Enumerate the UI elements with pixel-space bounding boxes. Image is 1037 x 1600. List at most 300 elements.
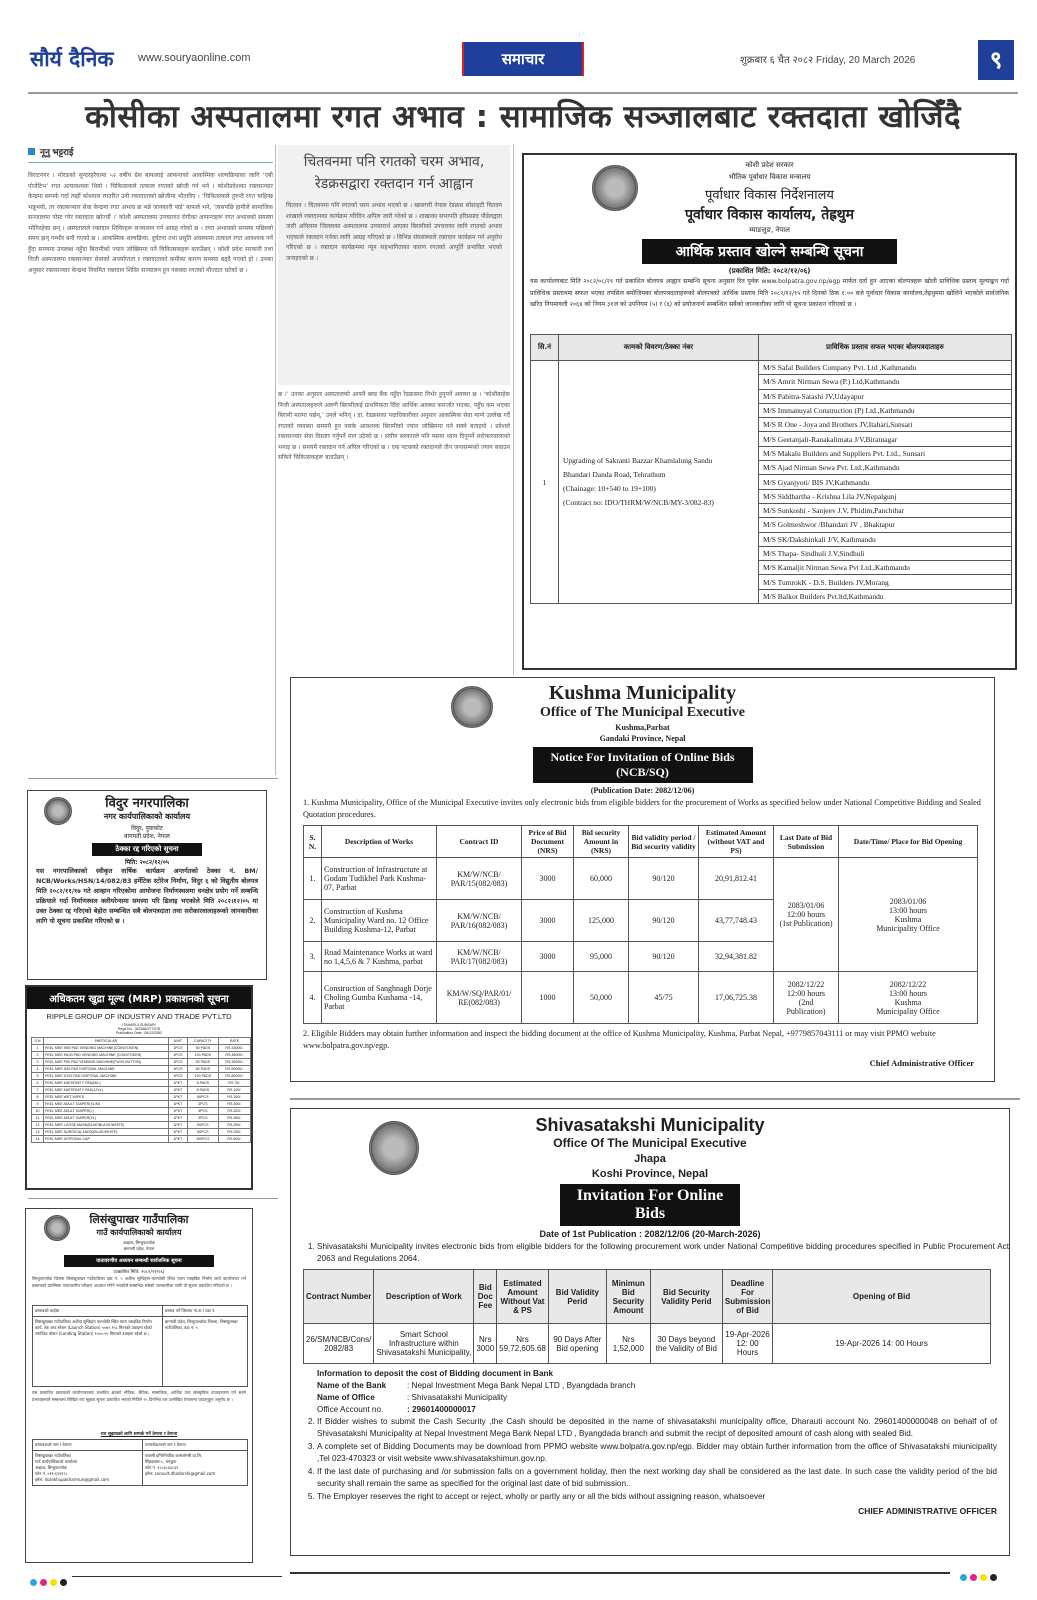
cell-validity: 90 Days After Bid opening bbox=[548, 1324, 606, 1364]
table-cell: RS.350/- bbox=[218, 1115, 250, 1122]
lead-article bbox=[28, 145, 273, 755]
column-header: RATE bbox=[218, 1038, 250, 1045]
cell-line: 12:00 hours bbox=[787, 988, 825, 998]
notice-title: लिसंखुपाखर गाउँपालिका bbox=[89, 1213, 189, 1226]
column-header: Last Date of Bid Submission bbox=[774, 826, 839, 858]
bidder-name: M/S Golmeshwor /Bhandari JV , Bhaktapur bbox=[759, 518, 1012, 532]
table-cell: RS.250/- bbox=[218, 1129, 250, 1136]
notice-banner: Notice For Invitation of Online Bids (NCB/SQ) bbox=[533, 747, 753, 783]
table-row bbox=[32, 1129, 251, 1136]
side-story-title: चितवनमा पनि रगतको चरम अभाव, रेडक्रसद्वारा रक्तदान गर्न आह्वान bbox=[303, 154, 485, 192]
table-cell: 12 bbox=[32, 1122, 44, 1129]
table-cell: 7 bbox=[32, 1087, 44, 1094]
tehrathum-notice bbox=[522, 153, 1017, 670]
table-cell: 1PKT bbox=[169, 1129, 188, 1136]
table-cell: RS.45000/- bbox=[218, 1052, 250, 1059]
column-header: प्राविधिक प्रस्ताव सफल भएका बोलपत्रदाताहरु bbox=[759, 335, 1012, 361]
cell-line: 2083/01/06 bbox=[787, 901, 825, 910]
notice-item: 4. If the last date of purchasing and /or submission falls on a government holiday, then the next working day shall be considered as the last date. In such case the validity period of the bid security shall remain the same as specified for the original last date of bid submission.. bbox=[317, 1466, 997, 1490]
bidder-name: M/S Thapa- Sindhuli J.V,Sindhuli bbox=[759, 546, 1012, 560]
table-row bbox=[304, 972, 978, 1024]
cell-line: (1st Publication) bbox=[779, 919, 833, 928]
cell-sn: 1. bbox=[304, 858, 322, 900]
bank-label: Office Account no. bbox=[317, 1405, 384, 1414]
table-cell: 14 bbox=[32, 1136, 44, 1143]
section-label: समाचार bbox=[462, 42, 584, 76]
table-cell: FEEL MEE DISPOSAL CAP bbox=[44, 1136, 169, 1143]
address-line: फोन नं. ०११-६९११२८ bbox=[35, 1471, 68, 1476]
notice-item: 2. If Bidder wishes to submit the Cash Security ,the Cash should be deposited in the name of shivasatakshi municipality office, Dharauti account No. 29601400000048 on behalf of of Shivasatakshi Municipality at Nepal Investment Mega Bank Nepal LTD , Byangdada branch and submit the recipt of deposited amount of cash along with sealed Bid. bbox=[317, 1416, 997, 1440]
table-cell: RS.320/- bbox=[218, 1108, 250, 1115]
cell-opening: 19-Apr-2026 14: 00 Hours bbox=[773, 1324, 991, 1364]
yellow-registration-icon bbox=[50, 1579, 57, 1586]
table-cell: RS.300/- bbox=[218, 1101, 250, 1108]
column-header: S. N. bbox=[304, 826, 322, 858]
column-header: Contract ID bbox=[437, 826, 522, 858]
table-cell: 6 bbox=[32, 1080, 44, 1087]
notice-address: बागमती प्रदेश, नेपाल bbox=[123, 1246, 155, 1251]
newspaper-logo: सौर्य दैनिक bbox=[30, 47, 114, 71]
table-cell: FEEL MEE M100 PAD VENDING MACHINE (COIN/TOKEN) bbox=[44, 1052, 169, 1059]
notice-heading: पूर्वाधार विकास निर्देशनालय bbox=[705, 188, 834, 203]
table-row bbox=[32, 1136, 251, 1143]
table-cell: 100 PADS bbox=[187, 1052, 218, 1059]
serial-number: 1 bbox=[531, 361, 559, 604]
column-header: Date/Time/ Place for Bid Opening bbox=[839, 826, 978, 858]
cell-validity: 45/75 bbox=[629, 972, 699, 1024]
notice-address: विदुर, नुवाकोट bbox=[131, 825, 163, 832]
column-header: Deadline For Submission of Bid bbox=[722, 1270, 772, 1324]
email-link[interactable]: इमेल: lisankhupakharmun@gmail.com bbox=[35, 1477, 110, 1482]
price-table bbox=[31, 1037, 251, 1143]
registration-number: Regd No.: 342265/077/078 bbox=[117, 1027, 161, 1031]
footer-rule bbox=[290, 1572, 950, 1574]
table-cell: 3 bbox=[32, 1059, 44, 1066]
column-header: Description of Works bbox=[322, 826, 437, 858]
bank-row bbox=[317, 1392, 1009, 1404]
shivasatakshi-notice bbox=[290, 1108, 1010, 1556]
section-divider bbox=[28, 778, 278, 779]
notice-line: कोशी प्रदेश सरकार bbox=[745, 161, 794, 169]
table-cell: 2 bbox=[32, 1052, 44, 1059]
cell-line: (2nd bbox=[798, 997, 814, 1007]
notice-item: 3. A complete set of Bidding Documents may be download from PPMO website www.bolpatra.gov.np/egp. Bidder may obtain further information from the office of Shivasatakshi miunicipality ,Tel 023-470323 or visit website www.shivasatakshimun.gov.np. bbox=[317, 1441, 997, 1465]
header-divider bbox=[28, 92, 1018, 94]
column-header: Bid Validity Perid bbox=[548, 1270, 606, 1324]
byline-marker-icon bbox=[28, 148, 35, 155]
page-number: ९ bbox=[978, 40, 1014, 80]
table-row bbox=[304, 858, 978, 900]
cell-line: 12:00 hours bbox=[787, 910, 825, 919]
table-cell: 50 PADS bbox=[187, 1045, 218, 1052]
table-cell: 1 bbox=[32, 1045, 44, 1052]
table-cell: FEEL MEE SURGICAL MASK(BLUE/WHITE) bbox=[44, 1129, 169, 1136]
cell-description: Construction of Infrastructure at Godam Tudikhel Park Kushma-07, Parbat bbox=[322, 858, 437, 900]
notice-date: (प्रकाशित मिति: २०८२/१२/०६) bbox=[113, 1270, 165, 1275]
table-row bbox=[32, 1052, 251, 1059]
notice-address: अव्हाल, सिन्धुपाल्चोक bbox=[123, 1240, 155, 1245]
notice-address: बागमती प्रदेश, नेपाल bbox=[124, 833, 170, 840]
column-header: S.N bbox=[32, 1038, 44, 1045]
table-cell: RS.150/- bbox=[218, 1094, 250, 1101]
address-title: राय सुझावको लागि सम्पर्क गर्ने ठेगाना र ठेगाना bbox=[100, 1432, 178, 1437]
table-cell: 50 PADS bbox=[187, 1059, 218, 1066]
cell-line: 2082/12/22 bbox=[787, 979, 825, 989]
magenta-registration-icon bbox=[970, 1574, 977, 1581]
table-row bbox=[32, 1087, 251, 1094]
table-cell: 1PKT bbox=[169, 1115, 188, 1122]
notice-item: 5. The Employer reserves the right to accept or reject, wholly or partly any or all the bids without assigning reason, whatsoever bbox=[317, 1491, 997, 1503]
notice-address: म्याङलुङ, नेपाल bbox=[749, 226, 790, 234]
yellow-registration-icon bbox=[980, 1574, 987, 1581]
bidders-table bbox=[530, 334, 1012, 604]
notice-paragraph: 1. Kushma Municipality, Office of the Municipal Executive invites only electronic bids from eligible bidders for the procurement of Works as specified below under National Competitive Bidding and Sealed Quotation procedures. bbox=[303, 798, 981, 819]
bidder-name: M/S Geetanjali-Ranakalimata J/V,Biratnagar bbox=[759, 432, 1012, 446]
column-header: Opening of Bid bbox=[773, 1270, 991, 1324]
article-continuation: छ ।’ उनका अनुसार अस्पतालको आफ्नै ब्लड बैंक नहुँदा रेडक्रसमा निर्भर हुनुपर्ने अवस्था छ । ‘कोशीबाहेक निजी अस्पतालहरूले अलग्गै बिरामीलाई प्राथमिकता दिँदा आर्थिक अवस्था कमजोर भएका, पहुँच कम भएका बिरामी मारमा पर्छन्,’ उनले भनिन् । डा. रेडक्रसका पदाधिकारीका अनुसार आकस्मिक सेवा माग्ने उल्लेख गर्दै रगतको व्यवस्था समयमै हुन नसके आवश्यक बिरामीको ज्यान जोखिममा पर्न सक्ने बताइयो । प्रदेशले रक्तसञ्चार सेवा विस्तार गर्नुपर्ने माग उठेको छ । संघीय सरकारले पनि यसमा ध्यान दिनुपर्ने सरोकारवालाको भनाइ छ । समयमै रक्तदान गर्न अपिल गरिएको छ । एक पटकको रक्तदानले तीन जनासम्मको ज्यान बचाउन सकिने चिकित्सकहरू बताउँछन् । bbox=[278, 391, 510, 461]
table-cell: 50PCS bbox=[187, 1122, 218, 1129]
table-cell: 100PCS bbox=[187, 1136, 218, 1143]
table-cell: FEEL MEE ADULT DIAPER(L) bbox=[44, 1108, 169, 1115]
column-header: परामर्शदाताको नाम र ठेगाना bbox=[143, 1440, 248, 1451]
bidder-name: M/S Pabitra-Satashi JV,Udayapur bbox=[759, 389, 1012, 403]
table-cell: 1PCS bbox=[169, 1066, 188, 1073]
table-cell: 80PCS bbox=[187, 1094, 218, 1101]
address-line: लिसंखुपाखर गाउँपालिका bbox=[35, 1453, 71, 1458]
kushma-notice bbox=[290, 677, 995, 1082]
table-cell: RS.250/- bbox=[218, 1122, 250, 1129]
bank-label: Name of Office bbox=[317, 1393, 375, 1402]
table-cell: 13 bbox=[32, 1129, 44, 1136]
table-cell: RS.75/- bbox=[218, 1080, 250, 1087]
bank-info bbox=[291, 1368, 1009, 1416]
column-header: PARTICULAR bbox=[44, 1038, 169, 1045]
cell-estimate: 17,06,725.38 bbox=[699, 972, 774, 1024]
bidder-name: M/S Makalu Builders and Suppliers Pvt. Ltd., Sunsari bbox=[759, 446, 1012, 460]
table-cell: RS.80000/- bbox=[218, 1073, 250, 1080]
cell-line: 13:00 hours bbox=[889, 905, 927, 915]
table-cell: 1PKT bbox=[169, 1101, 188, 1108]
cell-line: Publication) bbox=[786, 1006, 826, 1016]
section-divider bbox=[290, 1098, 1020, 1100]
table-row bbox=[32, 1045, 251, 1052]
column-header: Price of Bid Document (NRS) bbox=[522, 826, 574, 858]
table-cell: FEEL MEE D100 PAD DISPOSAL MACHINE bbox=[44, 1073, 169, 1080]
table-cell: 1PKT bbox=[169, 1087, 188, 1094]
cell-price: 3000 bbox=[522, 858, 574, 900]
notice-date: Publication Date : 06/12/2082 bbox=[116, 1031, 162, 1035]
bidder-name: M/S Safal Builders Company Pvt. Ltd ,Kathmandu bbox=[759, 361, 1012, 375]
bidder-name: M/S Ajad Nirman Sewa Pvt. Ltd.,Kathmandu bbox=[759, 461, 1012, 475]
table-cell: 1PKT bbox=[169, 1080, 188, 1087]
cell-last-date bbox=[774, 972, 839, 1024]
column-header: Bid security Amount in (NRS) bbox=[574, 826, 629, 858]
cell-validity: 90/120 bbox=[629, 942, 699, 972]
email-link[interactable]: इमेल: consult.dhadarshi@gmail.com bbox=[145, 1471, 216, 1476]
work-line: Upgrading of Sakranti Bazzar Khamlalung Sandu bbox=[563, 456, 713, 466]
table-cell: FEEL MEE MATERNITY PAD(12XL) bbox=[44, 1087, 169, 1094]
table-cell: 50PCS bbox=[187, 1129, 218, 1136]
table-cell: RS.33000/- bbox=[218, 1045, 250, 1052]
cell-last-date bbox=[774, 858, 839, 972]
address-line: फोन नं. ९८०३८६४८३१ bbox=[145, 1465, 179, 1470]
bidder-name: M/S Sunkoshi - Sanjeev J.V, Phidim,Panchthar bbox=[759, 503, 1012, 517]
table-cell: 50 PADS bbox=[187, 1066, 218, 1073]
bidder-name: M/S Siddhartha - Krishna Lila JV,Nepalgunj bbox=[759, 489, 1012, 503]
address-line: गाउँ कार्यपालिकाको कार्यालय bbox=[35, 1459, 78, 1464]
bank-value: : 29601400000017 bbox=[407, 1405, 476, 1414]
cell-estimate: Nrs 59,72,605.68 bbox=[497, 1324, 549, 1364]
table-cell: 1PCS bbox=[169, 1045, 188, 1052]
cell-validity: 90/120 bbox=[629, 858, 699, 900]
column-header: Bid Security Validity Perid bbox=[650, 1270, 722, 1324]
bank-heading: Information to deposit the cost of Bidding document in Bank bbox=[317, 1369, 554, 1378]
column-header: प्रस्तावको व्यहोरा bbox=[33, 1306, 163, 1317]
proposer-address bbox=[33, 1451, 143, 1486]
main-headline: कोसीका अस्पतालमा रगत अभाव : सामाजिक सञ्जालबाट रक्तदाता खोजिँदै bbox=[85, 99, 961, 135]
notice-line: भौतिक पूर्वाधार विकास मन्त्रालय bbox=[728, 173, 811, 181]
table-cell: लिसंखुपाखर गाउँपालिका अर्जेला सुन्दिहांग पाल्चोकी स्थित प्यारा ग्लाइडिङ निर्माण कार्य, टेक अफ स्टेशन (Launch Station) ५०७२.९५८ मिटरको उचाइमा रहेको ल्याण्डिङ स्टेशन (Landing Station) १०००.९५ मिटरको उचाइमा रहेको छ । bbox=[33, 1317, 163, 1387]
notice-body: सिन्धुपाल्चोक जिल्ला लिसंखुपाखर गाउँपालिका वडा नं. ५ अर्जेला सुन्दिहांग-पाल्चोकी स्थित प्यारा ग्लाइडिङ निर्माण कार्य कार्यान्वयन गर्न प्रस्तावको प्रारम्भिक वातावरणीय परीक्षण अध्ययन गरिने भएकोले सम्बन्धित सबैको जानकारीका लागि यो सूचना प्रकाशित गरिएको छ । bbox=[32, 1276, 246, 1288]
cell-estimate: 20,91,812.41 bbox=[699, 858, 774, 900]
table-cell: 1PCS bbox=[169, 1073, 188, 1080]
address-line: अव्हाल, सिन्धुपाल्चोक bbox=[35, 1465, 67, 1470]
notice-date: (Publication Date: 2082/12/06) bbox=[590, 786, 695, 795]
cell-sn: 2. bbox=[304, 900, 322, 942]
cell-opening bbox=[839, 858, 978, 972]
cell-contract-id: KM/W/SQ/PAR/01/ RE(082/083) bbox=[437, 972, 522, 1024]
cell-deadline: 19-Apr-2026 12: 00 Hours bbox=[722, 1324, 772, 1364]
mrp-notice bbox=[25, 985, 253, 1190]
proposal-table bbox=[32, 1305, 248, 1387]
table-cell: FEEL MEE MATERNITY PAD(M/L) bbox=[44, 1080, 169, 1087]
work-description bbox=[559, 361, 759, 604]
consultant-address bbox=[143, 1451, 248, 1486]
notice-address: Koshi Province, Nepal bbox=[591, 1168, 709, 1180]
notice-item: 1. Shivasatakshi Municipality invites electronic bids from eligible bidders for the following procurement work under National Competitive bidding procedures specified in Public Procurement Act 2063 and Regulations 2064. bbox=[317, 1241, 1009, 1265]
cell-price: 3000 bbox=[522, 900, 574, 942]
cell-security: 60,000 bbox=[574, 858, 629, 900]
table-header-row bbox=[304, 826, 978, 858]
company-name: RIPPLE GROUP OF INDUSTRY AND TRADE PVT.LTD bbox=[46, 1012, 232, 1021]
bidder-name: M/S Kamaljit Nirman Sewa Pvt Ltd.,Kathmandu bbox=[759, 561, 1012, 575]
nepal-emblem-icon bbox=[44, 1215, 70, 1241]
bank-row bbox=[317, 1380, 1009, 1392]
cell-line: 2082/12/22 bbox=[889, 979, 927, 989]
bidder-name: M/S SK/Dakshinkali J/V, Kathmandu bbox=[759, 532, 1012, 546]
notice-list bbox=[291, 1241, 1009, 1265]
table-row bbox=[32, 1059, 251, 1066]
table-cell: FEEL MEE WET WIPES bbox=[44, 1094, 169, 1101]
cell-line: Kushma bbox=[894, 914, 922, 924]
table-cell: 8 PADS bbox=[187, 1080, 218, 1087]
article-body: विराटनगर । मोरङको सुन्दरहरैचामा ५२ वर्षीय ग्रेस बाफलाई आफन्तको आकस्मिक शल्यक्रियाका लागि ‘एबी पोजेटिभ’ रगत अत्यावश्यक थियो । चिकित्सकले तत्काल रगतको खोजी गर्न भने । कोशीप्रदेशका रक्तसञ्चार केन्द्रमा सम्पर्क गर्दा त्यहीं कोश्याल रगतरित उनी रक्तदाताको खोजीमा भौतारिए । ‘चिकित्सकले तुरुन्तै रगत चाहिन्छ भन्नुभयो, तर रक्तसञ्चार सेवा केन्द्रमा रगत अभाव छ भन्ने जानकारी पाई’ बाफले भने, ‘त्यसपछि हामीले सामाजिक सञ्जालमा पोस्ट गरेर रक्तदाता खोज्यौं ।’ कोशी अस्पतालमा उपचाररत रोगीका आफन्तहरू रगत अभावको समस्या भोगिरहेका छन् । अस्पतालले रक्तदान शिविरहरू सञ्चालन गर्न आग्रह गरेको छ । रगत अभावको समस्या पछिल्लो समय झन् गम्भीर बन्दै गएको छ । आकस्मिक शल्यक्रिया, दुर्घटना तथा प्रसूति अवस्थामा तत्काल रगत आवश्यक पर्ने हुँदा समयमा उपलब्ध नहुँदा बिरामीको ज्यान जोखिममा पर्ने चिकित्सकहरू बताउँछन् । कोशी प्रदेश सरकारी तथा निजी अस्पतालमा रक्तसञ्चार सेवाको अपर्याप्तता र रक्तदाताको कमीका कारण समस्या बढ्दै गएको हो । उनका अनुसार रक्तसञ्चार केन्द्रमा नियमित रक्तदान शिविर सञ्चालन हुन नसक्दा रगतको मौज्दात घटेको छ । bbox=[28, 172, 273, 274]
notice-body: यस प्रस्तावित प्रस्तावको कार्यान्वयनबाट प्रभावित क्षेत्रको भौतिक, जैविक, सामाजिक, आर्थिक तथा सांस्कृतिक वातावरणमा पर्न सक्ने प्रभावहरूको सम्बन्धमा लिखित राय सुझाव सूचना प्रकाशित भएको मितिले १५ दिनभित्र तल उल्लेखित ठेगानामा पठाउनुहुन अनुरोध छ । bbox=[32, 1390, 246, 1402]
nepal-emblem-icon bbox=[369, 1121, 419, 1175]
table-row bbox=[32, 1094, 251, 1101]
bid-table bbox=[303, 1269, 991, 1364]
bidur-notice bbox=[27, 790, 267, 980]
table-cell: बागमती प्रदेश, सिन्धुपाल्चोक जिल्ला, लिसंखुपाखर गाउँपालिका, वडा नं. ५ bbox=[163, 1317, 248, 1387]
notice-title: विदुर नगरपालिका bbox=[105, 796, 189, 811]
nepal-emblem-icon bbox=[44, 797, 72, 825]
notice-signature: Chief Administrative Officer bbox=[869, 1058, 974, 1068]
cell-security-validity: 30 Days beyond the Validity of Bid bbox=[650, 1324, 722, 1364]
table-cell: RS.50000/- bbox=[218, 1066, 250, 1073]
table-cell: RS.35000/- bbox=[218, 1059, 250, 1066]
notice-subtitle: Office Of The Municipal Executive bbox=[553, 1136, 747, 1150]
column-header: Bid Doc Fee bbox=[474, 1270, 497, 1324]
cell-description: Construction of Kushma Municipality Ward no. 12 Office Building Kushma-12, Parbat bbox=[322, 900, 437, 942]
column-header: Estimated Amount Without Vat & PS bbox=[497, 1270, 549, 1324]
footer-rule bbox=[72, 1576, 282, 1577]
table-cell: 3PCS bbox=[187, 1101, 218, 1108]
cell-estimate: 32,94,381.82 bbox=[699, 942, 774, 972]
notice-banner: ठेक्का रद्द गरिएको सूचना bbox=[92, 843, 202, 856]
cell-line: Municipality Office bbox=[876, 923, 940, 933]
column-header: Minimun Bid Security Amount bbox=[606, 1270, 650, 1324]
website-url[interactable]: www.souryaonline.com bbox=[138, 52, 251, 64]
column-header: Description of Work bbox=[374, 1270, 474, 1324]
column-header: Contract Number bbox=[304, 1270, 374, 1324]
bidder-name: M/S Amrit Nirman Sewa (P.) Ltd,Kathmandu bbox=[759, 375, 1012, 389]
table-cell: FEEL MEE ADULT DIAPER(XL) bbox=[44, 1115, 169, 1122]
cyan-registration-icon bbox=[30, 1579, 37, 1586]
table-row bbox=[32, 1108, 251, 1115]
table-cell: 100 PADS bbox=[187, 1073, 218, 1080]
work-line: (Chainage: 10+540 to 19+100) bbox=[563, 484, 656, 494]
bank-label: Name of the Bank bbox=[317, 1381, 387, 1390]
notice-body: यस नगरपालिकाको स्वीकृत वार्षिक कार्यक्रम अन्तर्गतको ठेक्का नं. BM/ NCB/Works/HSN/14/082/83 हर्मेटिक स्टोरेज निर्माण, विदुर ६ को विद्युतीय बोलपत्र मिति २०८२/११/१७ गते आव्हान गरिएकोमा आयोजना निर्माणस्थलमा वनक्षेत्र प्रयोग गर्ने सम्बन्धि प्रक्रियाले गर्दा निर्माणस्थल क्लीयरेन्समा समस्या परि ढिलाइ भएकोले मिति २०८२।१२।०५ मा उक्त ठेक्का रद्द गरिएको बेहोरा सम्बन्धित सबै बोलपत्रदाता तथा सरोकारवालाहरूको जानकारीका लागि यो सूचना प्रकाशित गरिएको छ । bbox=[36, 867, 258, 925]
registration-marks-left bbox=[30, 1573, 70, 1591]
notice-date: मिति: २०८२/१२/०५ bbox=[125, 859, 169, 866]
notice-subtitle: Office of The Municipal Executive bbox=[539, 705, 746, 720]
table-cell: 8 PADS bbox=[187, 1087, 218, 1094]
work-line: (Contract no: IDO/THRM/W/NCB/MY-3/082-83) bbox=[563, 498, 714, 508]
table-row bbox=[32, 1101, 251, 1108]
address-line: सिंहदरबार-८, धनकुटा bbox=[145, 1459, 177, 1464]
notice-banner: वातावरणीय अध्ययन सम्बन्धी सार्वजनिक सूचना bbox=[64, 1255, 214, 1267]
table-cell: 1PCS bbox=[169, 1059, 188, 1066]
table-row bbox=[304, 1324, 991, 1364]
registration-marks-right bbox=[960, 1568, 1000, 1586]
notice-banner: आर्थिक प्रस्ताव खोल्ने सम्बन्धि सूचना bbox=[642, 239, 897, 264]
address-table bbox=[32, 1439, 248, 1486]
notice-banner: Invitation For Online Bids bbox=[560, 1184, 740, 1226]
cell-contract-id: KM/W/NCB/ PAR/17(082/083) bbox=[437, 942, 522, 972]
table-cell: 3PCS bbox=[187, 1115, 218, 1122]
table-cell: 1PKT bbox=[169, 1094, 188, 1101]
black-registration-icon bbox=[990, 1574, 997, 1581]
notice-address: Jhapa bbox=[634, 1153, 666, 1165]
column-header: UNIT bbox=[169, 1038, 188, 1045]
cell-contract-number: 26/SM/NCB/Cons/ 2082/83 bbox=[304, 1324, 374, 1364]
table-cell: 9 bbox=[32, 1101, 44, 1108]
cell-line: Municipality Office bbox=[876, 1006, 940, 1016]
table-cell: 10 bbox=[32, 1108, 44, 1115]
notice-date: (प्रकाशित मिति: २०८२/१२/०६) bbox=[728, 267, 811, 275]
magenta-registration-icon bbox=[40, 1579, 47, 1586]
notice-title: Kushma Municipality bbox=[548, 682, 737, 704]
lisankhupakhar-notice bbox=[25, 1208, 253, 1563]
notice-signature: CHIEF ADMINISTRATIVE OFFICER bbox=[858, 1506, 997, 1516]
article-byline: नूनु भट्टराई bbox=[28, 145, 273, 163]
cell-sn: 3. bbox=[304, 942, 322, 972]
column-header: प्रस्ताव पर्ने जिल्ला/ गा.पा./ वडा नं. bbox=[163, 1306, 248, 1317]
notice-list bbox=[291, 1416, 1009, 1503]
table-cell: 1PKT bbox=[169, 1136, 188, 1143]
nepal-emblem-icon bbox=[592, 165, 638, 211]
cell-description: Construction of Sanghnagh Dorje Choling Gumba Kushama -14, Parbat bbox=[322, 972, 437, 1024]
table-header-row bbox=[304, 1270, 991, 1324]
nepal-emblem-icon bbox=[451, 686, 493, 728]
black-registration-icon bbox=[60, 1579, 67, 1586]
table-row bbox=[531, 361, 1012, 375]
table-row bbox=[32, 1122, 251, 1129]
table-cell: FEEL MEE P50 PAD VENDING MACHINE(PUSH BUTTON) bbox=[44, 1059, 169, 1066]
table-row bbox=[32, 1115, 251, 1122]
notice-body: यस कार्यालयबाट मिति २०८२/०८/२१ गते प्रकाशित बोलपत्र आह्वान सम्बन्धि सूचना अनुसार रित पुर्वक www.bolpatra.gov.np/egp मार्फत दर्ता हुन आएका बोलपत्रहरू खोली प्राविधिक प्रस्ताव मूल्याङ्कन गर्दा प्राविधिक प्रस्तावमा सफल भएका तपसिल बमोजिमका बोलपत्रदाताहरूको बोलपत्रको आर्थिक प्रस्ताव मिति २०८२/१२/१५ गते दिनको ठिक १:०० बजे पूर्वाधार विकास कार्यालय,तेह्रथुममा खोलिने भएकोले सार्वजनिक खरिद नियमावली २०६४ को नियम ३१ज को उपनियम (५) र (६) को प्रयोजनार्थ सम्बन्धित सबैको जानकारीका लागि यो सूचना प्रकाशन गरिएको छ । bbox=[530, 278, 1009, 308]
column-header: सि.नं bbox=[531, 335, 559, 361]
cell-security: 125,000 bbox=[574, 900, 629, 942]
bidder-name: M/S R One - Joya and Brothers JV,Itahari,Sunsari bbox=[759, 418, 1012, 432]
cell-doc-fee: Nrs 3000 bbox=[474, 1324, 497, 1364]
table-cell: 8 bbox=[32, 1094, 44, 1101]
column-header: Bid validity period / Bid security validity bbox=[629, 826, 699, 858]
column-header: कामको विवरण/ठेक्का नंबर bbox=[559, 335, 759, 361]
bidder-name: M/S Balkot Builders Pvt.ltd,Kathmandu bbox=[759, 589, 1012, 603]
table-header-row bbox=[32, 1038, 251, 1045]
bidder-name: M/S Gyanjyoti/ BIS JV,Kathmandu bbox=[759, 475, 1012, 489]
cell-sn: 4. bbox=[304, 972, 322, 1024]
table-cell: 1PCS bbox=[169, 1052, 188, 1059]
notice-date: Date of 1st Publication : 2082/12/06 (20-March-2026) bbox=[539, 1229, 761, 1239]
address-line: धारासी इन्जिनियरिङ कन्सल्टेन्सी प्रा.लि. bbox=[145, 1453, 203, 1458]
section-divider bbox=[28, 1198, 278, 1199]
table-cell: RS.100/- bbox=[218, 1087, 250, 1094]
notice-banner: अधिकतम खुद्रा मूल्य (MRP) प्रकाशनको सूचना bbox=[27, 987, 251, 1009]
notice-address: Kushma,Parbat bbox=[615, 723, 670, 732]
cell-validity: 90/120 bbox=[629, 900, 699, 942]
publication-date: शुक्रबार ६ चैत २०८२ Friday, 20 March 2026 bbox=[740, 55, 916, 66]
side-story-body: चितवन । चितवनमा पनि रगतको चरम अभाव भएको छ । खासगरी नेपाल रेडक्रस सोसाइटी चितवन शाखाले रक्तदानका कार्यक्रम गरिदिन अपिल जारी गरेको छ । शाखाका सभापति हरिप्रसाद पौडेलद्वारा जारी अपिलमा जिल्लाका अस्पतालमा उपचारार्थ आएका बिरामीको उपचारका लागि रगतको अभाव भएकाले रक्तदान गर्नका लागि आग्रह गरिएको छ । विभिन्न संघसंस्थाले रक्तदान कार्यक्रम गर्न अनुरोध गरिएको छ । रक्तदान कार्यक्रममा न्यून सहभागिताका कारण रगतको आपूर्ति प्रभावित भएको जनाइएको छ । bbox=[286, 202, 502, 262]
table-cell: 3PCS bbox=[187, 1108, 218, 1115]
cell-line: 2083/01/06 bbox=[889, 896, 927, 906]
table-cell: FEEL MEE ADULT DIAPER(XL/M) bbox=[44, 1101, 169, 1108]
bank-value: : Nepal Investment Mega Bank Nepal LTD , Byangdada branch bbox=[407, 1381, 636, 1390]
cell-opening bbox=[839, 972, 978, 1024]
company-address: ITAHARI-4,SUNSARI bbox=[122, 1023, 156, 1027]
notice-title: Shivasatakshi Municipality bbox=[535, 1115, 765, 1135]
side-story bbox=[278, 145, 510, 385]
notice-heading: पूर्वाधार विकास कार्यालय, तेह्रथुम bbox=[685, 207, 854, 223]
cell-estimate: 43,77,748.43 bbox=[699, 900, 774, 942]
cell-line: Kushma bbox=[894, 997, 922, 1007]
table-row bbox=[32, 1073, 251, 1080]
cell-description: Smart School Infrastructure within Shivasatakshi Municipality, bbox=[374, 1324, 474, 1364]
cell-security: 95,000 bbox=[574, 942, 629, 972]
column-rule bbox=[275, 145, 276, 775]
cell-contract-id: KM/W/NCB/ PAR/16(082/083) bbox=[437, 900, 522, 942]
table-cell: FEEL MEE LOOSE MASK(BLUE/BLACK/WHITE) bbox=[44, 1122, 169, 1129]
bidder-name: M/S TumrokK - D.S. Builders JV,Morang bbox=[759, 575, 1012, 589]
column-header: Estimated Amount (without VAT and PS) bbox=[699, 826, 774, 858]
notice-paragraph: 2. Eligible Bidders may obtain further information and inspect the bidding document at the office of Kushma Municipality, Kushma, Parbat Nepal, +9779857043111 or may visit PPMO website www.bolpatra.gov.np/egp. bbox=[303, 1029, 936, 1050]
notice-subtitle: नगर कार्यपालिकाको कार्यालय bbox=[103, 812, 191, 821]
works-table bbox=[303, 825, 978, 1024]
table-cell: FEEL MEE M50 PAD VENDING MACHINE(COIN/TOKEN) bbox=[44, 1045, 169, 1052]
table-cell: 1PKT bbox=[169, 1108, 188, 1115]
